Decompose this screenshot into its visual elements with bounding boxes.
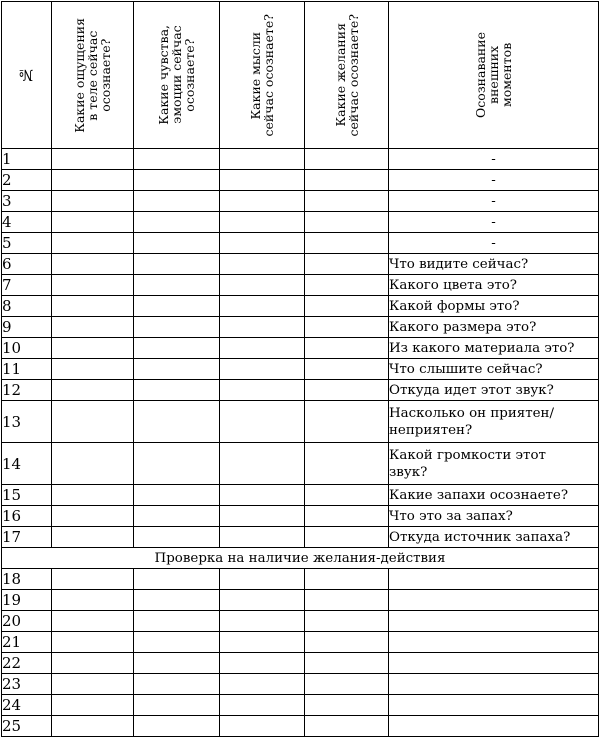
external-cell: - bbox=[389, 233, 599, 254]
feelings-cell[interactable] bbox=[134, 653, 220, 674]
body-sensations-cell[interactable] bbox=[52, 653, 134, 674]
body-sensations-cell[interactable] bbox=[52, 590, 134, 611]
row-number: 4 bbox=[2, 212, 52, 233]
thoughts-cell[interactable] bbox=[220, 191, 305, 212]
external-cell: Насколько он приятен/ неприятен? bbox=[389, 401, 599, 443]
body-sensations-cell[interactable] bbox=[52, 191, 134, 212]
header-number-label: № bbox=[17, 66, 35, 84]
body-sensations-cell[interactable] bbox=[52, 611, 134, 632]
external-cell: - bbox=[389, 170, 599, 191]
desires-cell[interactable] bbox=[305, 212, 389, 233]
desires-cell[interactable] bbox=[305, 233, 389, 254]
header-desires bbox=[305, 2, 389, 149]
header-feelings-label: Какие чувства, эмоции сейчас осознаете? bbox=[156, 25, 197, 125]
body-sensations-cell[interactable] bbox=[52, 569, 134, 590]
external-cell[interactable] bbox=[389, 632, 599, 653]
external-cell: Какой формы это? bbox=[389, 296, 599, 317]
header-body-sensations-label: Какие ощущения в теле сейчас осознаете? bbox=[72, 17, 113, 133]
thoughts-cell[interactable] bbox=[220, 695, 305, 716]
row-number: 5 bbox=[2, 233, 52, 254]
desires-cell[interactable] bbox=[305, 380, 389, 401]
header-thoughts-label: Какие мысли сейчас осознаете? bbox=[248, 13, 276, 137]
feelings-cell[interactable] bbox=[134, 275, 220, 296]
body-sensations-cell[interactable] bbox=[52, 527, 134, 548]
thoughts-cell[interactable] bbox=[220, 275, 305, 296]
table-row bbox=[2, 485, 599, 506]
rows-bottom bbox=[2, 569, 599, 737]
desires-cell[interactable] bbox=[305, 611, 389, 632]
external-cell: Какой громкости этот звук? bbox=[389, 443, 599, 485]
body-sensations-cell[interactable] bbox=[52, 401, 134, 443]
body-sensations-cell[interactable] bbox=[52, 338, 134, 359]
thoughts-cell[interactable] bbox=[220, 716, 305, 737]
feelings-cell[interactable] bbox=[134, 380, 220, 401]
desires-cell[interactable] bbox=[305, 401, 389, 443]
external-cell: Что это за запах? bbox=[389, 506, 599, 527]
external-cell: Откуда источник запаха? bbox=[389, 527, 599, 548]
header-number bbox=[2, 2, 52, 149]
feelings-cell[interactable] bbox=[134, 674, 220, 695]
row-number: 18 bbox=[2, 569, 52, 590]
external-cell: Какого цвета это? bbox=[389, 275, 599, 296]
desires-cell[interactable] bbox=[305, 674, 389, 695]
thoughts-cell[interactable] bbox=[220, 674, 305, 695]
table-row bbox=[2, 590, 599, 611]
row-number: 9 bbox=[2, 317, 52, 338]
row-number: 20 bbox=[2, 611, 52, 632]
external-cell[interactable] bbox=[389, 674, 599, 695]
thoughts-cell[interactable] bbox=[220, 254, 305, 275]
feelings-cell[interactable] bbox=[134, 632, 220, 653]
feelings-cell[interactable] bbox=[134, 317, 220, 338]
thoughts-cell[interactable] bbox=[220, 611, 305, 632]
desires-cell[interactable] bbox=[305, 338, 389, 359]
table-row bbox=[2, 296, 599, 317]
row-number: 14 bbox=[2, 443, 52, 485]
external-cell: - bbox=[389, 212, 599, 233]
desires-cell[interactable] bbox=[305, 590, 389, 611]
desires-cell[interactable] bbox=[305, 695, 389, 716]
desires-cell[interactable] bbox=[305, 149, 389, 170]
body-sensations-cell[interactable] bbox=[52, 506, 134, 527]
thoughts-cell[interactable] bbox=[220, 170, 305, 191]
feelings-cell[interactable] bbox=[134, 296, 220, 317]
table-row bbox=[2, 317, 599, 338]
thoughts-cell[interactable] bbox=[220, 569, 305, 590]
header-body-sensations bbox=[52, 2, 134, 149]
desires-cell[interactable] bbox=[305, 506, 389, 527]
row-number: 6 bbox=[2, 254, 52, 275]
table-row bbox=[2, 527, 599, 548]
section bbox=[2, 548, 599, 569]
body-sensations-cell[interactable] bbox=[52, 149, 134, 170]
feelings-cell[interactable] bbox=[134, 506, 220, 527]
table-row bbox=[2, 506, 599, 527]
table-row bbox=[2, 674, 599, 695]
row-number: 8 bbox=[2, 296, 52, 317]
desires-cell[interactable] bbox=[305, 716, 389, 737]
table-row bbox=[2, 254, 599, 275]
feelings-cell[interactable] bbox=[134, 695, 220, 716]
row-number: 24 bbox=[2, 695, 52, 716]
body-sensations-cell[interactable] bbox=[52, 443, 134, 485]
desires-cell[interactable] bbox=[305, 443, 389, 485]
row-number: 17 bbox=[2, 527, 52, 548]
header-external bbox=[389, 2, 599, 149]
thoughts-cell[interactable] bbox=[220, 233, 305, 254]
rows-top bbox=[2, 149, 599, 548]
feelings-cell[interactable] bbox=[134, 149, 220, 170]
desires-cell[interactable] bbox=[305, 275, 389, 296]
desires-cell[interactable] bbox=[305, 527, 389, 548]
thoughts-cell[interactable] bbox=[220, 485, 305, 506]
feelings-cell[interactable] bbox=[134, 338, 220, 359]
table-row bbox=[2, 632, 599, 653]
row-number: 10 bbox=[2, 338, 52, 359]
external-cell[interactable] bbox=[389, 569, 599, 590]
external-cell[interactable] bbox=[389, 590, 599, 611]
table-row bbox=[2, 191, 599, 212]
header-desires-label: Какие желания сейчас осознаете? bbox=[332, 13, 361, 137]
external-cell: Откуда идет этот звук? bbox=[389, 380, 599, 401]
row-number: 7 bbox=[2, 275, 52, 296]
thoughts-cell[interactable] bbox=[220, 338, 305, 359]
desires-cell[interactable] bbox=[305, 254, 389, 275]
thoughts-cell[interactable] bbox=[220, 317, 305, 338]
table-row bbox=[2, 716, 599, 737]
body-sensations-cell[interactable] bbox=[52, 674, 134, 695]
feelings-cell[interactable] bbox=[134, 254, 220, 275]
body-sensations-cell[interactable] bbox=[52, 485, 134, 506]
thoughts-cell[interactable] bbox=[220, 401, 305, 443]
header-thoughts bbox=[220, 2, 305, 149]
thoughts-cell[interactable] bbox=[220, 296, 305, 317]
feelings-cell[interactable] bbox=[134, 569, 220, 590]
table-row bbox=[2, 233, 599, 254]
feelings-cell[interactable] bbox=[134, 443, 220, 485]
thoughts-cell[interactable] bbox=[220, 359, 305, 380]
table-row bbox=[2, 695, 599, 716]
feelings-cell[interactable] bbox=[134, 170, 220, 191]
feelings-cell[interactable] bbox=[134, 527, 220, 548]
external-cell[interactable] bbox=[389, 695, 599, 716]
desires-cell[interactable] bbox=[305, 485, 389, 506]
header-row bbox=[2, 2, 599, 149]
row-number: 16 bbox=[2, 506, 52, 527]
table-row bbox=[2, 149, 599, 170]
body-sensations-cell[interactable] bbox=[52, 233, 134, 254]
thoughts-cell[interactable] bbox=[220, 590, 305, 611]
body-sensations-cell[interactable] bbox=[52, 359, 134, 380]
body-sensations-cell[interactable] bbox=[52, 317, 134, 338]
row-number: 12 bbox=[2, 380, 52, 401]
feelings-cell[interactable] bbox=[134, 401, 220, 443]
desires-cell[interactable] bbox=[305, 632, 389, 653]
external-cell: Какого размера это? bbox=[389, 317, 599, 338]
table-row bbox=[2, 401, 599, 443]
desires-cell[interactable] bbox=[305, 191, 389, 212]
section-row bbox=[2, 548, 599, 569]
thoughts-cell[interactable] bbox=[220, 149, 305, 170]
row-number: 25 bbox=[2, 716, 52, 737]
thoughts-cell[interactable] bbox=[220, 506, 305, 527]
feelings-cell[interactable] bbox=[134, 716, 220, 737]
row-number: 3 bbox=[2, 191, 52, 212]
body-sensations-cell[interactable] bbox=[52, 380, 134, 401]
table-row bbox=[2, 170, 599, 191]
table-row bbox=[2, 359, 599, 380]
external-cell: Что слышите сейчас? bbox=[389, 359, 599, 380]
feelings-cell[interactable] bbox=[134, 191, 220, 212]
external-cell: - bbox=[389, 191, 599, 212]
row-number: 23 bbox=[2, 674, 52, 695]
feelings-cell[interactable] bbox=[134, 590, 220, 611]
table-row bbox=[2, 275, 599, 296]
feelings-cell[interactable] bbox=[134, 485, 220, 506]
external-cell: - bbox=[389, 149, 599, 170]
thoughts-cell[interactable] bbox=[220, 632, 305, 653]
desires-cell[interactable] bbox=[305, 569, 389, 590]
thoughts-cell[interactable] bbox=[220, 653, 305, 674]
feelings-cell[interactable] bbox=[134, 611, 220, 632]
desires-cell[interactable] bbox=[305, 170, 389, 191]
thoughts-cell[interactable] bbox=[220, 212, 305, 233]
feelings-cell[interactable] bbox=[134, 233, 220, 254]
table-row bbox=[2, 338, 599, 359]
row-number: 15 bbox=[2, 485, 52, 506]
body-sensations-cell[interactable] bbox=[52, 212, 134, 233]
row-number: 22 bbox=[2, 653, 52, 674]
table-row bbox=[2, 443, 599, 485]
external-cell[interactable] bbox=[389, 653, 599, 674]
feelings-cell[interactable] bbox=[134, 359, 220, 380]
header-feelings bbox=[134, 2, 220, 149]
row-number: 1 bbox=[2, 149, 52, 170]
body-sensations-cell[interactable] bbox=[52, 275, 134, 296]
thoughts-cell[interactable] bbox=[220, 443, 305, 485]
external-cell[interactable] bbox=[389, 611, 599, 632]
header-external-label: Осознавание внешних моментов bbox=[473, 32, 514, 118]
row-number: 19 bbox=[2, 590, 52, 611]
section-title: Проверка на наличие желания-действия bbox=[2, 548, 599, 569]
table-row bbox=[2, 212, 599, 233]
desires-cell[interactable] bbox=[305, 317, 389, 338]
desires-cell[interactable] bbox=[305, 296, 389, 317]
table-row bbox=[2, 569, 599, 590]
table-row bbox=[2, 611, 599, 632]
body-sensations-cell[interactable] bbox=[52, 170, 134, 191]
thoughts-cell[interactable] bbox=[220, 527, 305, 548]
awareness-table bbox=[1, 1, 599, 737]
external-cell: Какие запахи осознаете? bbox=[389, 485, 599, 506]
body-sensations-cell[interactable] bbox=[52, 632, 134, 653]
body-sensations-cell[interactable] bbox=[52, 254, 134, 275]
external-cell: Что видите сейчас? bbox=[389, 254, 599, 275]
external-cell[interactable] bbox=[389, 716, 599, 737]
feelings-cell[interactable] bbox=[134, 212, 220, 233]
body-sensations-cell[interactable] bbox=[52, 716, 134, 737]
table-row bbox=[2, 653, 599, 674]
external-cell: Из какого материала это? bbox=[389, 338, 599, 359]
row-number: 13 bbox=[2, 401, 52, 443]
thoughts-cell[interactable] bbox=[220, 380, 305, 401]
desires-cell[interactable] bbox=[305, 653, 389, 674]
row-number: 2 bbox=[2, 170, 52, 191]
body-sensations-cell[interactable] bbox=[52, 296, 134, 317]
body-sensations-cell[interactable] bbox=[52, 695, 134, 716]
row-number: 11 bbox=[2, 359, 52, 380]
table-row bbox=[2, 380, 599, 401]
desires-cell[interactable] bbox=[305, 359, 389, 380]
row-number: 21 bbox=[2, 632, 52, 653]
